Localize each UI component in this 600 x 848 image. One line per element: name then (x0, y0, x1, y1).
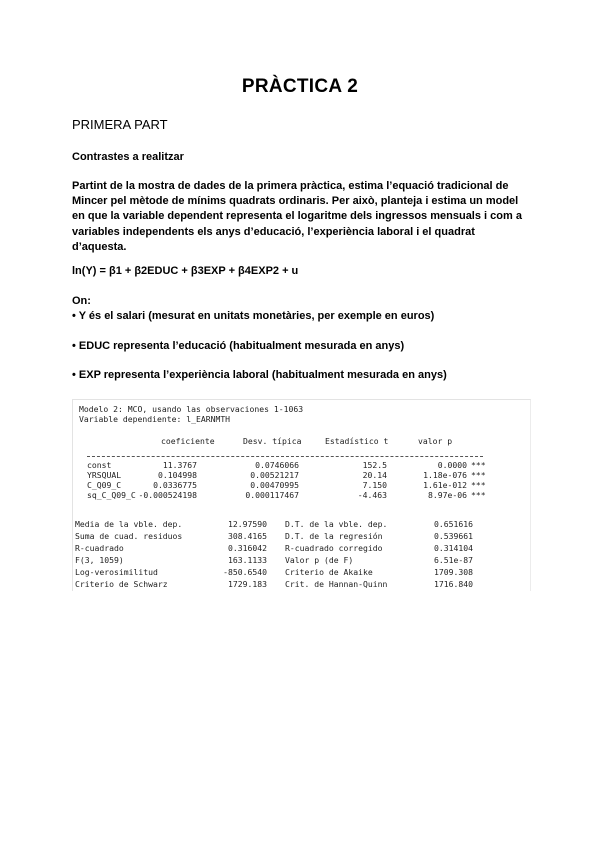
stat-label: R-cuadrado corregido (285, 543, 383, 553)
row-se: 0.00521217 (250, 470, 299, 480)
stat-value: 163.1133 (228, 555, 267, 565)
row-coef: 0.104998 (158, 470, 197, 480)
stat-value: 6.51e-87 (434, 555, 473, 565)
stat-value: 0.539661 (434, 531, 473, 541)
row-t: 7.150 (362, 480, 387, 490)
stat-value: 308.4165 (228, 531, 267, 541)
stat-label: Suma de cuad. residuos (75, 531, 183, 541)
paragraph-line: variables independents els anys d’educació, l’experiència laboral i el quadrat (72, 225, 475, 238)
row-se: 0.0746066 (255, 460, 299, 470)
paragraph-line: Mincer pel mètode de mínims quadrats ordinaris. Per això, planteja i estima un model (72, 195, 519, 208)
col-header: valor p (418, 436, 453, 446)
paragraph-line: Partint de la mostra de dades de la primera pràctica, estima l’equació tradicional de (72, 180, 509, 192)
stat-label: Crit. de Hannan-Quinn (285, 579, 388, 589)
row-t: 152.5 (362, 460, 387, 470)
stat-label: R-cuadrado (75, 543, 124, 553)
bullet-exp: • EXP representa l’experiència laboral (habitualment mesurada en anys) (72, 369, 447, 381)
page-title: PRÀCTICA 2 (241, 76, 359, 97)
stat-value: 1729.183 (228, 579, 267, 589)
stat-value: 0.316042 (228, 543, 267, 553)
stat-value: 1716.840 (434, 579, 473, 589)
stat-label: Log-verosimilitud (75, 567, 158, 577)
stat-value: 0.314104 (434, 543, 473, 553)
output-header-line: Variable dependiente: l_EARNMTH (79, 414, 231, 424)
output-header-line: Modelo 2: MCO, usando las observaciones 1-1063 (79, 404, 304, 414)
stat-label: Valor p (de F) (285, 555, 354, 565)
on-label: On: (72, 295, 91, 307)
stat-value: 1709.308 (434, 567, 473, 577)
row-name: const (87, 460, 112, 470)
stat-label: D.T. de la vble. dep. (285, 519, 388, 529)
paragraph-line: d’aquesta. (72, 240, 127, 253)
row-name: YRSQUAL (87, 470, 122, 480)
stat-label: Media de la vble. dep. (75, 519, 183, 529)
stat-value: 12.97590 (228, 519, 267, 529)
row-p: 1.18e-076 (423, 470, 467, 480)
col-header: coeficiente (161, 436, 215, 446)
row-stars: *** (471, 490, 486, 500)
row-p: 0.0000 (437, 460, 467, 470)
row-p: 1.61e-012 (423, 480, 467, 490)
stat-value: -850.6540 (223, 567, 267, 577)
stat-label: Criterio de Schwarz (75, 579, 168, 589)
row-coef: 11.3767 (162, 460, 197, 470)
regression-output-image (72, 399, 531, 591)
row-coef: 0.0336775 (153, 480, 197, 490)
row-stars: *** (471, 470, 486, 480)
section-heading: PRIMERA PART (72, 117, 168, 132)
mincer-equation: ln(Y) = β1 + β2EDUC + β3EXP + β4EXP2 + u (72, 265, 299, 277)
row-stars: *** (471, 460, 486, 470)
row-name: sq_C_Q09_C (87, 490, 136, 500)
bullet-y: • Y és el salari (mesurat en unitats monetàries, per exemple en euros) (72, 310, 435, 322)
row-coef: -0.000524198 (138, 490, 197, 500)
row-se: 0.00470995 (250, 480, 299, 490)
subheading: Contrastes a realitzar (72, 151, 184, 163)
stat-value: 0.651616 (434, 519, 473, 529)
paragraph-line: en que la variable dependent representa el logaritme dels ingressos mensuals i com a (72, 210, 522, 223)
row-p: 8.97e-06 (428, 490, 467, 500)
separator-line (87, 456, 483, 457)
bullet-educ: • EDUC representa l’educació (habitualment mesurada en anys) (72, 340, 405, 352)
stat-label: Criterio de Akaike (285, 567, 373, 577)
row-t: -4.463 (357, 490, 387, 500)
stat-label: F(3, 1059) (75, 555, 124, 565)
row-se: 0.000117467 (245, 490, 299, 500)
col-header: Estadístico t (325, 436, 389, 446)
row-t: 20.14 (362, 470, 387, 480)
row-name: C_Q09_C (87, 480, 122, 490)
intro-paragraph (72, 179, 532, 255)
row-stars: *** (471, 480, 486, 490)
stat-label: D.T. de la regresión (285, 531, 383, 541)
col-header: Desv. típica (243, 436, 302, 446)
